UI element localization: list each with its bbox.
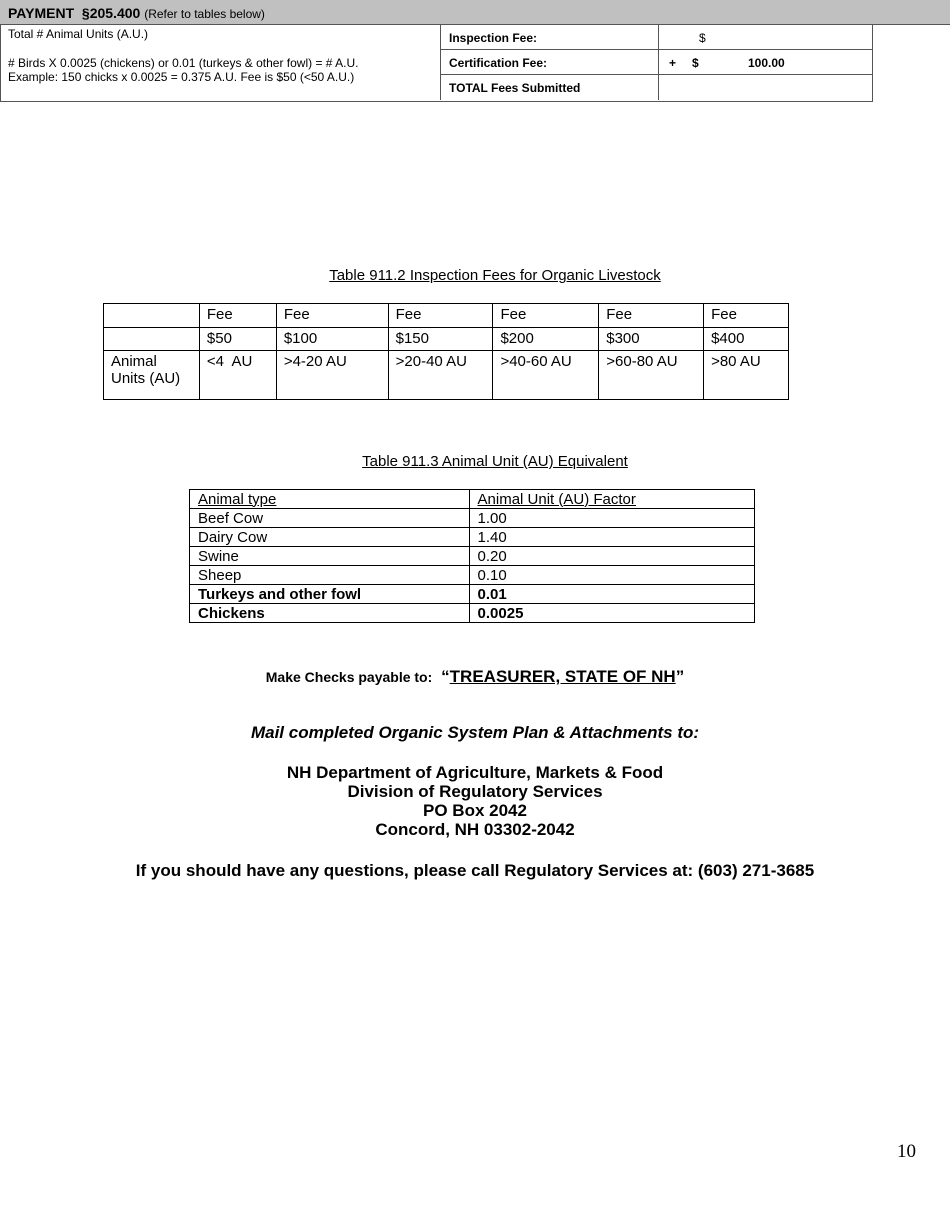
- certification-fee-label: Certification Fee:: [440, 50, 658, 74]
- checks-open-quote: “: [441, 667, 450, 686]
- table-cell: Dairy Cow: [190, 528, 470, 547]
- mail-heading: Mail completed Organic System Plan & Attachments to:: [250, 723, 700, 742]
- table-cell: >60-80 AU: [599, 351, 704, 400]
- fee-grid: [440, 25, 872, 100]
- table-row: [190, 547, 755, 566]
- table-cell: $200: [493, 328, 599, 351]
- table-cell: $300: [599, 328, 704, 351]
- table-cell: Animal Units (AU): [104, 351, 200, 400]
- table-header-row: [190, 490, 755, 509]
- table-cell: >40-60 AU: [493, 351, 599, 400]
- table-cell: $50: [199, 328, 276, 351]
- checks-close-quote: ”: [675, 667, 685, 686]
- table-cell: 1.00: [469, 509, 754, 528]
- table-row: [104, 328, 789, 351]
- total-fees-field[interactable]: [658, 75, 872, 100]
- checks-prefix: Make Checks payable to:: [265, 669, 433, 685]
- inspection-fee-row: [440, 25, 872, 50]
- table-cell: 0.20: [469, 547, 754, 566]
- header-au-factor: Animal Unit (AU) Factor: [469, 490, 754, 509]
- table-row: [190, 509, 755, 528]
- table-cell: [104, 328, 200, 351]
- table-cell: $150: [388, 328, 493, 351]
- header-animal-type: Animal type: [190, 490, 470, 509]
- checks-line: [0, 667, 950, 687]
- page-number: 10: [897, 1141, 916, 1162]
- payment-section-ref: §205.400: [81, 5, 141, 21]
- table-row: [104, 351, 789, 400]
- address-line-3: PO Box 2042: [423, 801, 527, 820]
- certification-fee-row: [440, 50, 872, 75]
- inspection-fee-dollar: $: [699, 31, 706, 45]
- table-cell: Beef Cow: [190, 509, 470, 528]
- checks-payee: TREASURER, STATE OF NH: [449, 667, 676, 686]
- address-line-4: Concord, NH 03302-2042: [375, 820, 575, 839]
- table1-caption-wrap: [0, 267, 950, 284]
- table-cell: Swine: [190, 547, 470, 566]
- certification-fee-field[interactable]: [658, 50, 872, 74]
- address-line-1: NH Department of Agriculture, Markets & Food: [286, 763, 664, 782]
- inspection-fee-label: Inspection Fee:: [440, 25, 658, 49]
- questions-line: If you should have any questions, please call Regulatory Services at: (603) 271-3685: [135, 861, 815, 880]
- table-row: [104, 304, 789, 328]
- payment-title-text: PAYMENT: [8, 5, 75, 21]
- payment-header: [0, 0, 950, 25]
- table-cell: >20-40 AU: [388, 351, 493, 400]
- table-cell: Chickens: [190, 604, 470, 623]
- table-cell: [104, 304, 200, 328]
- table-cell: Fee: [599, 304, 704, 328]
- table-cell: $100: [276, 328, 388, 351]
- table-cell: Fee: [199, 304, 276, 328]
- table-cell: 0.0025: [469, 604, 754, 623]
- certification-fee-plus: +: [669, 56, 677, 70]
- table-cell: 1.40: [469, 528, 754, 547]
- certification-fee-amount: 100.00: [748, 56, 785, 70]
- table-cell: 0.01: [469, 585, 754, 604]
- table-cell: Sheep: [190, 566, 470, 585]
- table2-caption-wrap: [0, 453, 950, 470]
- total-fees-row: [440, 75, 872, 100]
- table-row: [190, 585, 755, 604]
- payment-section: [0, 0, 873, 102]
- table2-caption: Table 911.3 Animal Unit (AU) Equivalent: [362, 453, 628, 470]
- table-cell: Fee: [276, 304, 388, 328]
- inspection-fee-field[interactable]: [658, 25, 872, 49]
- payment-note: (Refer to tables below): [144, 7, 265, 21]
- table-cell: $400: [704, 328, 789, 351]
- mailing-address: [0, 763, 950, 839]
- table-cell: Fee: [704, 304, 789, 328]
- total-fees-label: TOTAL Fees Submitted: [440, 75, 658, 100]
- table-row: [190, 528, 755, 547]
- animal-unit-table: [189, 489, 755, 623]
- inspection-fees-table: [103, 303, 789, 400]
- table-cell: <4 AU: [199, 351, 276, 400]
- table-cell: Turkeys and other fowl: [190, 585, 470, 604]
- payment-title: [8, 5, 265, 21]
- table-row: [190, 604, 755, 623]
- table-cell: Fee: [388, 304, 493, 328]
- table-cell: Fee: [493, 304, 599, 328]
- table1-caption: Table 911.2 Inspection Fees for Organic Livestock: [329, 267, 661, 284]
- birds-formula: # Birds X 0.0025 (chickens) or 0.01 (turkeys & other fowl) = # A.U.: [8, 56, 359, 70]
- table-cell: 0.10: [469, 566, 754, 585]
- table-row: [190, 566, 755, 585]
- table-cell: >4-20 AU: [276, 351, 388, 400]
- table-cell: >80 AU: [704, 351, 789, 400]
- fee-example: Example: 150 chicks x 0.0025 = 0.375 A.U. Fee is $50 (<50 A.U.): [8, 70, 355, 84]
- certification-fee-dollar: $: [692, 56, 699, 70]
- total-animal-units-label: Total # Animal Units (A.U.): [8, 27, 149, 41]
- address-line-2: Division of Regulatory Services: [347, 782, 603, 801]
